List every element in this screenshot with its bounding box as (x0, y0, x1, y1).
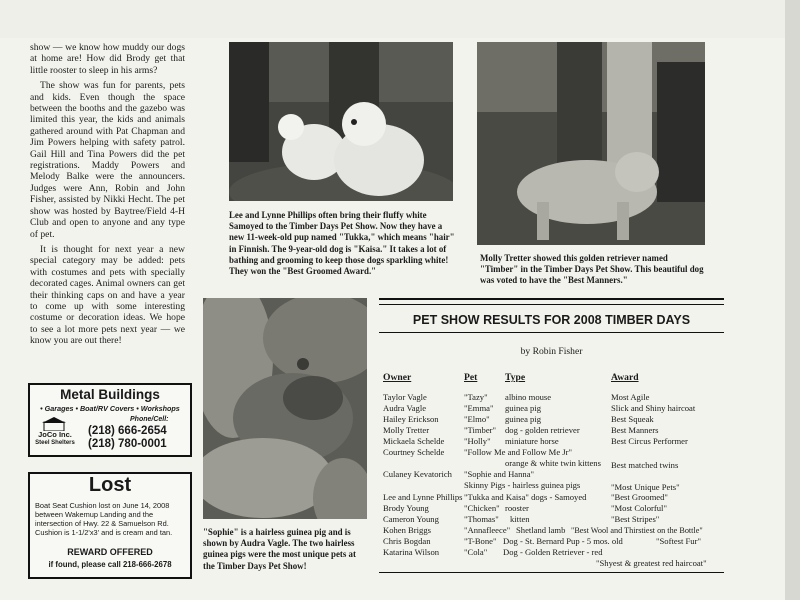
cell-owner: Brody Young (383, 503, 429, 513)
header-award: Award (611, 372, 639, 383)
cell-owner: Taylor Vagle (383, 392, 427, 402)
company-name: JoCo Inc. Steel Shelters (35, 430, 75, 446)
cell-owner: Audra Vagle (383, 403, 427, 413)
cell-owner: Culaney Kevatorich (383, 469, 452, 479)
cell-type: orange & white twin kittens (505, 458, 601, 468)
cell-pet: "Sophie and Hanna" (464, 469, 535, 479)
cell-owner: Mickaela Schelde (383, 436, 445, 446)
cell-pet: "Tukka and Kaisa" dogs - Samoyed (464, 492, 587, 502)
retriever-caption: Molly Tretter showed this golden retriever named "Timber" in the Timber Days Pet Show. This beautiful dog was voted to have the "Best Manners." (480, 253, 704, 286)
cell-pet: "Thomas" (464, 514, 499, 524)
cell-type: kitten (510, 514, 530, 524)
cell-pet: "Annafleece" (464, 525, 511, 535)
samoyed-caption: Lee and Lynne Phillips often bring their fluffy white Samoyed to the Timber Days Pet Show. Now they have a new 11-week-old pup named "Tukka," which means "hair" in Finnish. The 9-year-old dog is "Kaisa." It takes a lot of bathing and grooming to keep those dogs sparkling white! They won the "Best Groomed Award." (229, 210, 455, 277)
cell-type: albino mouse (505, 392, 552, 402)
cell-pet: "Cola" (464, 547, 488, 557)
cell-pet: "Tazy" (464, 392, 488, 402)
header-pet: Pet (464, 372, 478, 383)
cell-pet: "Emma" (464, 403, 494, 413)
article-paragraph-1: show — we know how muddy our dogs at home are! How did Brody get that little rooster to sleep in his arms? (30, 42, 185, 76)
cell-owner: Kohen Briggs (383, 525, 431, 535)
cell-owner: Chris Bogdan (383, 536, 431, 546)
cell-award: "Most Colorful" (611, 503, 667, 513)
cell-type: guinea pig (505, 414, 542, 424)
cell-type: Dog - Golden Retriever - red (503, 547, 603, 557)
cell-pet: "T-Bone" (464, 536, 497, 546)
cell-award: "Softest Fur" (656, 536, 701, 546)
guinea-pig-caption: "Sophie" is a hairless guinea pig and is shown by Audra Vagle. The two hairless guinea pigs were the most unique pets at the Timber Days Pet Show! (203, 527, 356, 571)
lost-title: Lost (88, 474, 132, 496)
cell-owner: Hailey Erickson (383, 414, 439, 424)
header-type: Type (505, 372, 526, 383)
cell-type: Dog - St. Bernard Pup - 5 mos. old (503, 536, 623, 546)
cell-pet: "Timber" (464, 425, 497, 435)
cell-type: guinea pig (505, 403, 542, 413)
cell-type: Shetland lamb (516, 525, 566, 535)
phone-1: (218) 666-2654 (88, 425, 167, 437)
cell-award: Slick and Shiny haircoat (611, 403, 696, 413)
cell-award: Best Circus Performer (611, 436, 688, 446)
cell-owner: Cameron Young (383, 514, 439, 524)
cell-award: Most Agile (611, 392, 650, 402)
cell-type: miniature horse (505, 436, 559, 446)
results-title: PET SHOW RESULTS FOR 2008 TIMBER DAYS (412, 313, 691, 327)
cell-pet: "Holly" (464, 436, 491, 446)
lost-body: Boat Seat Cushion lost on June 14, 2008 between Wakemup Landing and the intersection of Hwy. 22 & Samuelson Rd. Cushion is 1-1/2'x3' and is cream and tan. (35, 501, 173, 538)
cell-owner: Katarina Wilson (383, 547, 440, 557)
cell-type: rooster (505, 503, 529, 513)
ad-title: Metal Buildings (60, 387, 160, 402)
cell-award: "Shyest & greatest red haircoat" (596, 558, 707, 568)
lost-reward: REWARD OFFERED (67, 547, 153, 557)
phone-2: (218) 780-0001 (88, 438, 167, 450)
lost-contact: if found, please call 218-666-2678 (48, 560, 172, 569)
phone-label: Phone/Cell: (130, 416, 169, 423)
cell-award: Best Manners (611, 425, 659, 435)
cell-award: Best matched twins (611, 460, 679, 470)
cell-award: "Most Unique Pets" (611, 482, 680, 492)
cell-owner: Lee and Lynne Phillips (383, 492, 463, 502)
header-owner: Owner (383, 372, 412, 383)
cell-pet: Skinny Pigs - hairless guinea pigs (464, 480, 581, 490)
cell-award: "Best Groomed" (611, 492, 668, 502)
ad-services: • Garages • Boat/RV Covers • Workshops (40, 404, 180, 413)
cell-owner: Molly Tretter (383, 425, 430, 435)
results-byline: by Robin Fisher (520, 346, 583, 357)
article-paragraph-2: The show was fun for parents, pets and kids. Even though the space between the booths and the gazebo was limited this year, the kids and animals gathered around with Pat Chapman and Jim Powers helping with safety patrol. Gail Hill and Tina Powers did the pet registrations. Maddy Powers and Melody Balke were the announcers. Judges were Ann, Robin and John Fisher, assisted by Nikki Hecht. The pet show was hosted by Baytree/Field 4-H Club and open to anyone and any type of pet. (30, 80, 185, 240)
cell-pet: "Chicken" (464, 503, 500, 513)
cell-pet: "Elmo" (464, 414, 490, 424)
cell-award: Best Squeak (611, 414, 654, 424)
cell-award: "Best Stripes" (611, 514, 660, 524)
cell-award: "Best Wool and Thirstiest on the Bottle" (571, 526, 703, 535)
cell-type: dog - golden retriever (505, 425, 580, 435)
cell-pet: "Follow Me and Follow Me Jr" (464, 447, 572, 457)
cell-owner: Courtney Schelde (383, 447, 445, 457)
article-paragraph-3: It is thought for next year a new special category may be added: pets with costumes and pets with specially decorated cages. Animal owners can get their thinking caps on and have a year to come up with some interesting costume or decoration ideas. We hope to see a lot more pets next year — we know you are out there! (30, 243, 185, 347)
results-bottom-rule (379, 572, 724, 574)
